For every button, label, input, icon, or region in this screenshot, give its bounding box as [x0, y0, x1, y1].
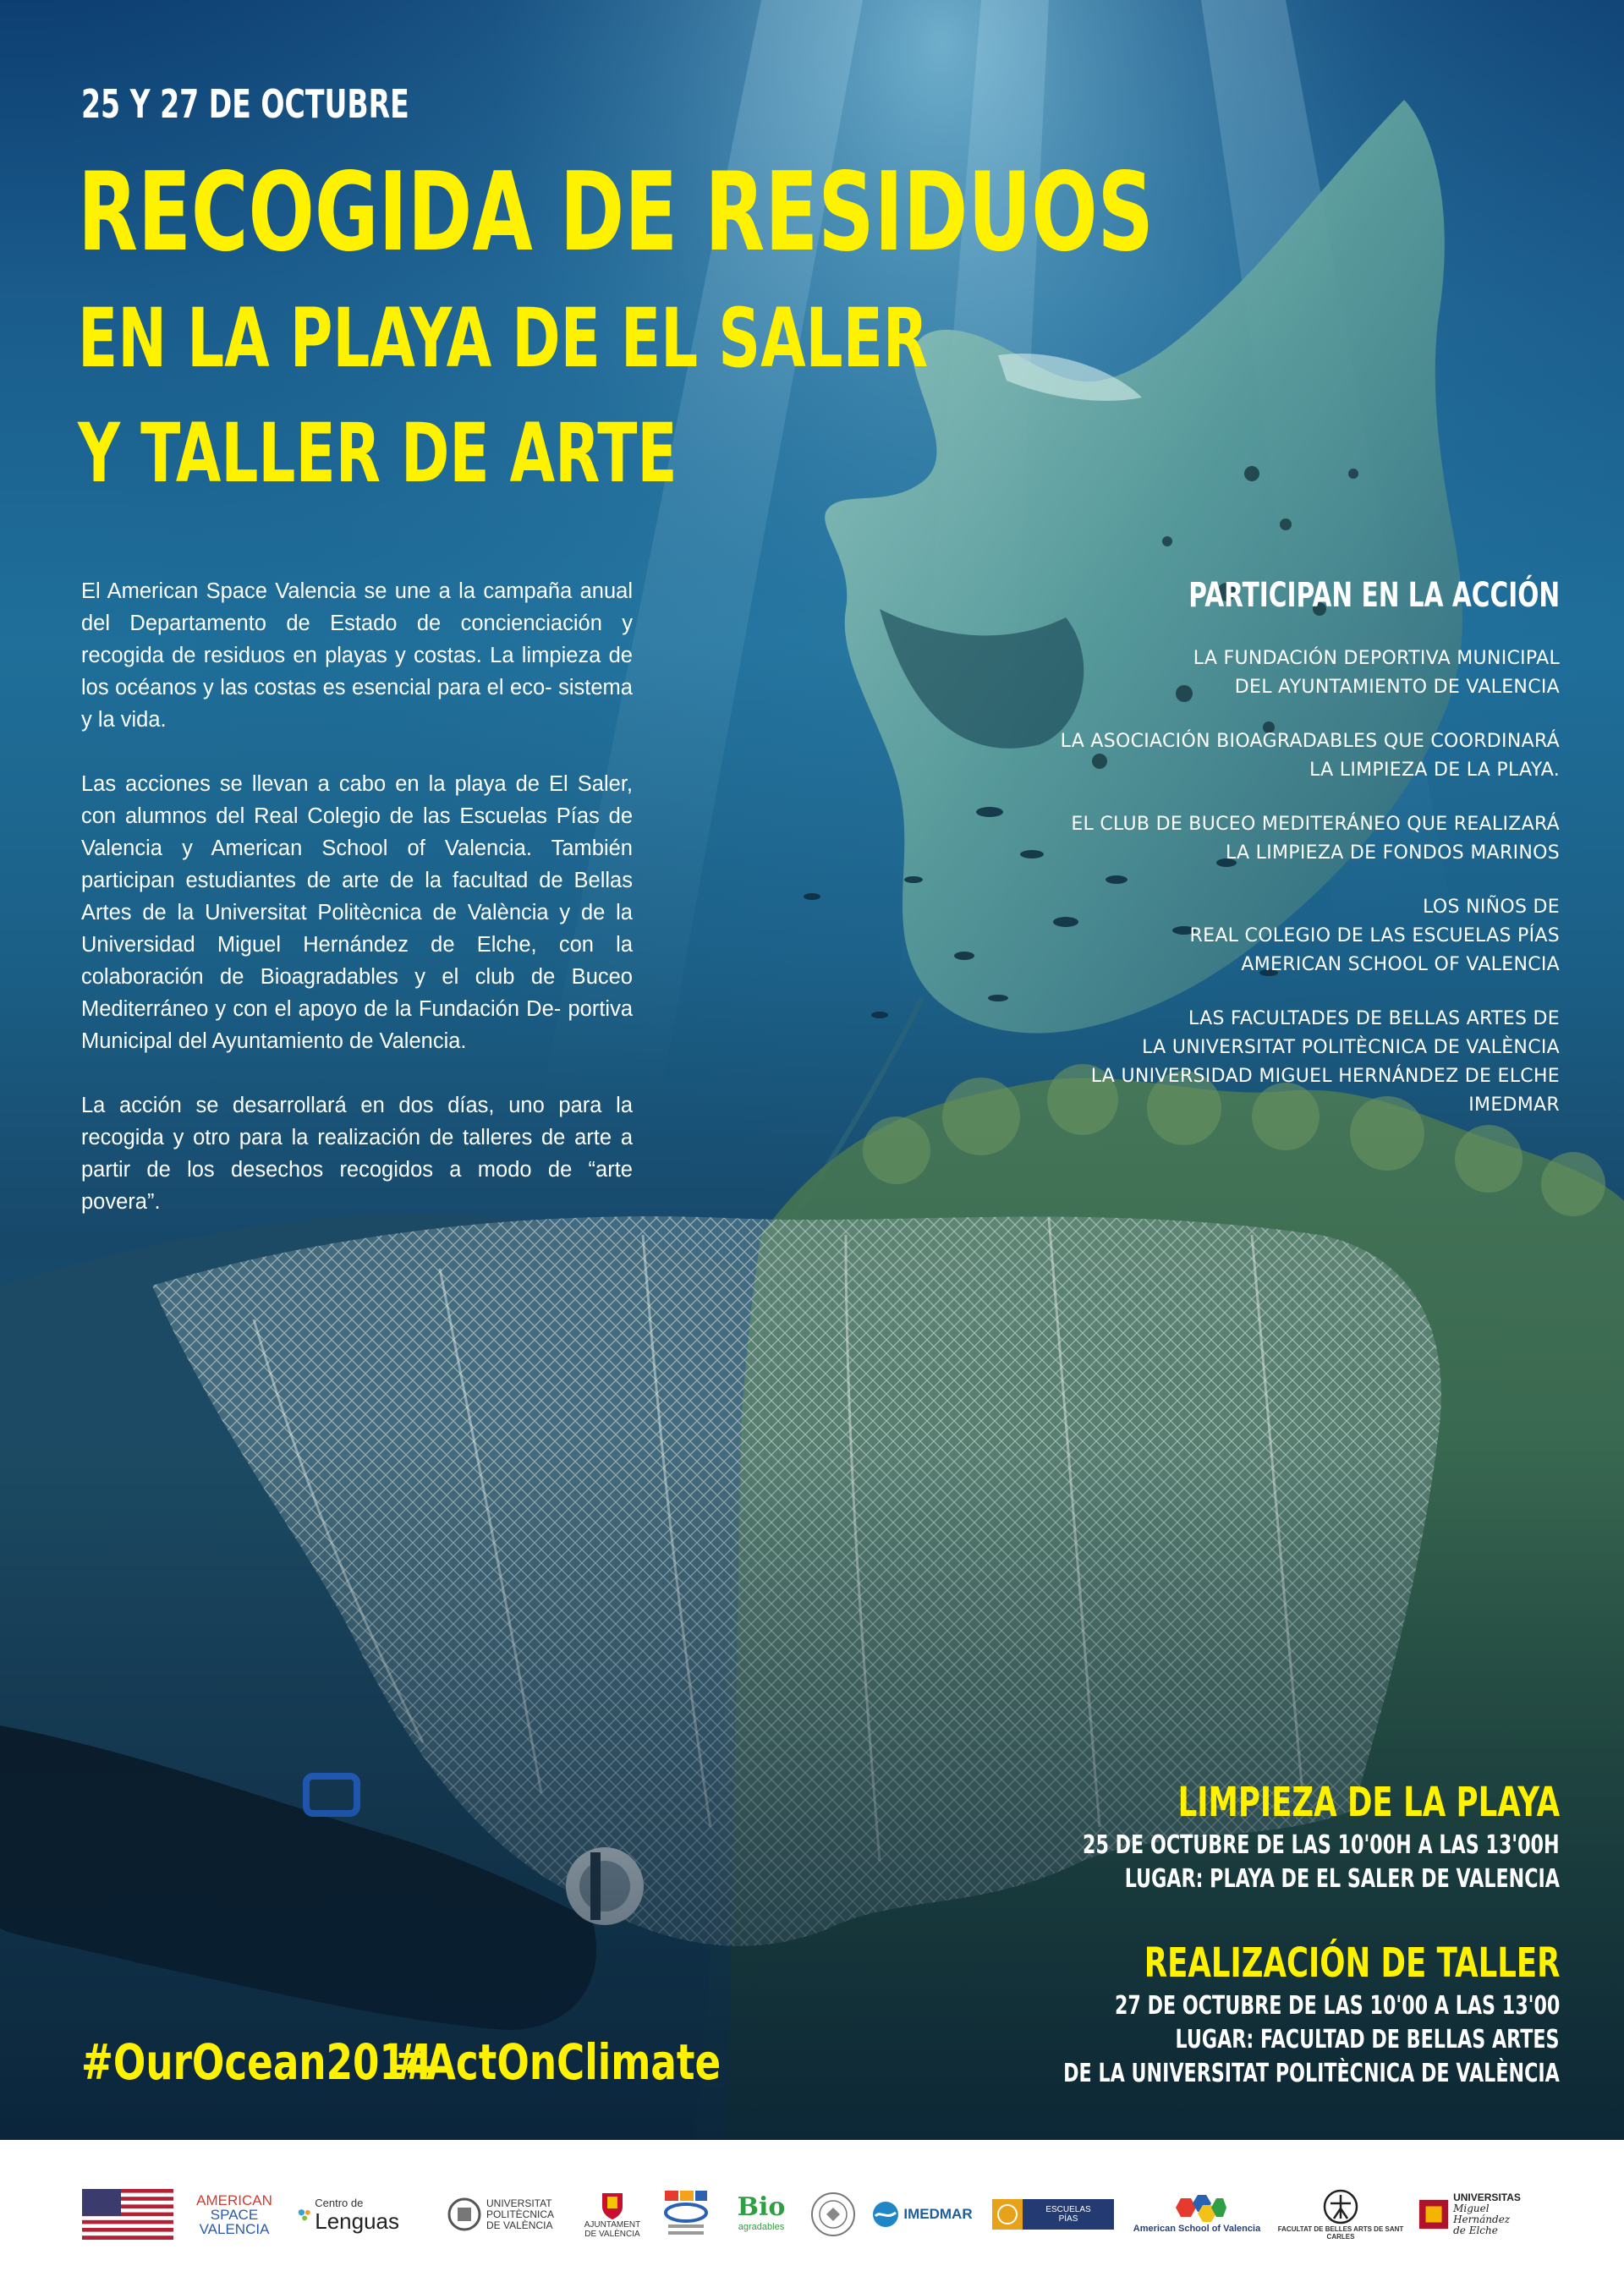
event-time: 27 DE OCTUBRE DE LAS 10'00 A LAS 13'00	[1114, 1991, 1560, 2021]
participant-group	[917, 893, 1560, 979]
us-flag-logo	[81, 2181, 174, 2248]
vitruvian-emblem-icon	[1322, 2188, 1359, 2225]
logo-text: FACULTAT DE BELLES ARTS DE SANT CARLES	[1277, 2225, 1404, 2241]
intro-paragraph-3: La acción se desarrollará en dos días, uno para la recogida y otro para la realización de talleres de arte a partir de los desechos recogidos a modo de “arte povera”.	[81, 1094, 633, 1214]
logo-text: VALENCIA	[199, 2220, 270, 2237]
american-school-logo	[1125, 2181, 1269, 2248]
intro-paragraph-2: Las acciones se llevan a cabo en la playa de El Saler, con alumnos del Real Colegio de las Escuelas Pías de Valencia y American School of Valencia. También participan estudiantes de arte de la facultad de Bellas Artes de la Universitat Politècnica de València y de la Universidad Miguel Hernández de Elche, con la colaboración de Bioagradables y el club de Buceo Mediterráneo y con el apoyo de la Fundación De- portiva Municipal del Ayuntamiento de Valencia.	[81, 772, 633, 1053]
wave-icon	[871, 2200, 900, 2229]
participant-line: IMEDMAR	[1468, 1094, 1560, 1116]
logo-text: UNIVERSITAT	[486, 2197, 552, 2209]
participants-section	[917, 572, 1560, 1145]
logo-text: IMEDMAR	[903, 2206, 973, 2222]
participant-line: EL CLUB DE BUCEO MEDITERÁNEO QUE REALIZARÁ	[1071, 814, 1560, 835]
event-title: LIMPIEZA DE LA PLAYA	[1177, 1779, 1560, 1826]
participant-group	[917, 645, 1560, 702]
escuelas-pias-logo	[990, 2181, 1116, 2248]
title-line-2: EN LA PLAYA DE EL SALER	[78, 291, 929, 386]
participant-group	[917, 810, 1560, 868]
upv-logo	[442, 2181, 560, 2248]
event-title: REALIZACIÓN DE TALLER	[1144, 1939, 1560, 1987]
event-time: 25 DE OCTUBRE DE LAS 10'00H A LAS 13'00H	[1083, 1830, 1560, 1860]
participant-line: AMERICAN SCHOOL OF VALENCIA	[1241, 954, 1560, 975]
participant-line: LA LIMPIEZA DE LA PLAYA.	[1309, 760, 1560, 781]
participant-line: LA ASOCIACIÓN BIOAGRADABLES QUE COORDINARÁ	[1060, 731, 1560, 752]
bioagradables-logo	[726, 2181, 797, 2248]
logo-text: Centro de	[315, 2197, 364, 2209]
logo-text: UNIVERSITAS	[1453, 2192, 1521, 2203]
imedmar-logo	[871, 2181, 973, 2248]
logo-text: DE VALÈNCIA	[486, 2219, 553, 2231]
coat-of-arms-icon	[600, 2190, 625, 2220]
intro-text	[81, 575, 633, 1250]
title-line-1: RECOGIDA DE RESIDUOS	[78, 150, 1154, 276]
event-beach-cleanup	[915, 1776, 1560, 1896]
upv-seal-icon	[447, 2197, 481, 2231]
umh-logo	[1418, 2181, 1544, 2248]
us-flag-icon	[82, 2189, 173, 2240]
colored-hexagons-icon	[1167, 2193, 1226, 2222]
umh-emblem-icon	[1418, 2196, 1450, 2233]
participant-line: LA UNIVERSITAT POLITÈCNICA DE VALÈNCIA	[1142, 1037, 1560, 1058]
logo-text: ESCUELAS	[1045, 2205, 1091, 2214]
logo-text: Miguel Hernández	[1453, 2202, 1511, 2225]
logo-text: DE VALÈNCIA	[584, 2230, 640, 2239]
participant-line: LOS NIÑOS DE	[1423, 897, 1560, 918]
title-line-3: Y TALLER DE ARTE	[78, 406, 678, 501]
participant-line: REAL COLEGIO DE LAS ESCUELAS PÍAS	[1189, 925, 1560, 946]
logo-text: POLITÈCNICA	[486, 2208, 554, 2220]
american-space-logo	[188, 2181, 281, 2248]
diving-club-seal-icon	[809, 2191, 857, 2238]
logo-text: SPACE	[210, 2206, 259, 2223]
participant-line: LA FUNDACIÓN DEPORTIVA MUNICIPAL	[1193, 648, 1560, 669]
hashtag-ourocean: #OurOcean2014	[81, 2033, 433, 2091]
bellas-artes-logo	[1277, 2181, 1404, 2248]
fundacion-deportiva-logo	[656, 2181, 716, 2248]
club-buceo-logo	[805, 2181, 861, 2248]
participant-group	[917, 1005, 1560, 1120]
ajuntament-logo	[577, 2181, 648, 2248]
escuelas-pias-emblem-icon	[992, 2199, 1023, 2230]
logo-text: agradables	[738, 2222, 785, 2232]
participant-line: LA LIMPIEZA DE FONDOS MARINOS	[1225, 842, 1560, 864]
participant-line: DEL AYUNTAMIENTO DE VALENCIA	[1234, 677, 1560, 698]
logo-text: Lenguas	[315, 2208, 399, 2234]
dots-icon	[298, 2205, 311, 2224]
participants-heading: PARTICIPAN EN LA ACCIÓN	[1188, 576, 1560, 615]
event-art-workshop	[889, 1937, 1560, 2091]
participant-line: LA UNIVERSIDAD MIGUEL HERNÁNDEZ DE ELCHE	[1090, 1066, 1560, 1087]
participant-line: LAS FACULTADES DE BELLAS ARTES DE	[1188, 1008, 1560, 1029]
event-dates: 25 Y 27 DE OCTUBRE	[81, 81, 409, 127]
event-place: LUGAR: FACULTAD DE BELLAS ARTES	[1175, 2025, 1560, 2054]
hashtag-actonclimate: #ActOnClimate	[394, 2033, 721, 2091]
logo-text: PÍAS	[1058, 2214, 1078, 2224]
event-place: LUGAR: PLAYA DE EL SALER DE VALENCIA	[1124, 1864, 1560, 1894]
centro-de-lenguas-logo	[298, 2181, 399, 2248]
fdm-emblem-icon	[660, 2187, 712, 2241]
hashtags	[81, 2033, 721, 2091]
participant-group	[917, 727, 1560, 785]
logo-text: American School of Valencia	[1133, 2224, 1261, 2234]
sponsor-logo-bar	[0, 2140, 1624, 2293]
escuelas-pias-banner	[1023, 2199, 1114, 2230]
logo-text: AMERICAN	[196, 2192, 272, 2208]
logo-text: Bio	[737, 2192, 786, 2222]
logo-text: AJUNTAMENT	[584, 2220, 641, 2230]
intro-paragraph-1: El American Space Valencia se une a la campaña anual del Departamento de Estado de concienciación y recogida de residuos en playas y costas. La limpieza de los océanos y las costas es esencial para el eco- sistema y la vida.	[81, 579, 633, 732]
event-place-detail: DE LA UNIVERSITAT POLITÈCNICA DE VALÈNCIA	[1063, 2059, 1560, 2088]
logo-text: de Elche	[1453, 2224, 1498, 2236]
